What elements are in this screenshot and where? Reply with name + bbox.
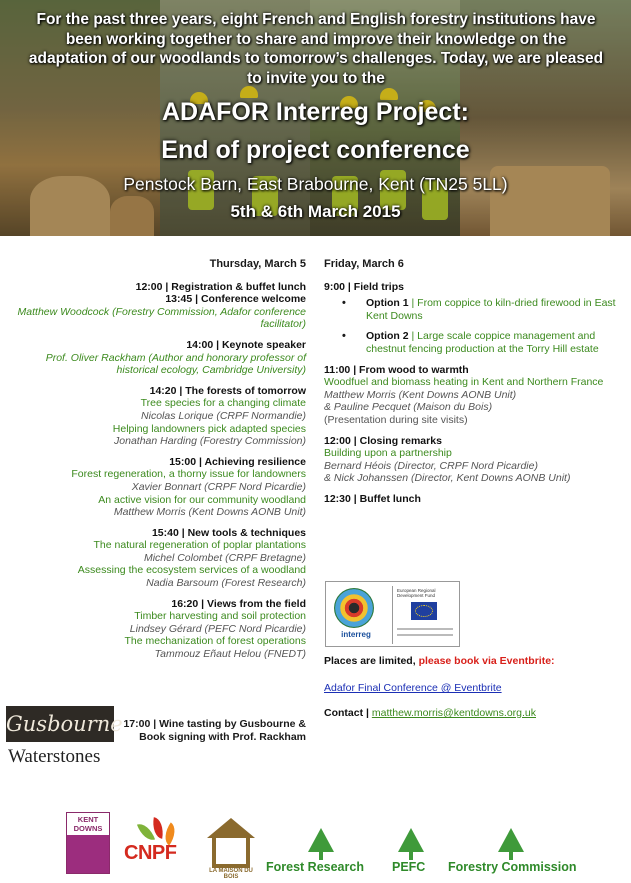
maison-du-bois-logo: LA MAISON DU BOIS xyxy=(204,818,258,876)
interreg-eu-logo: interreg European Regional Development Fund xyxy=(325,581,460,647)
session-buffet-lunch: 12:30 | Buffet lunch xyxy=(324,492,421,505)
conference-title: ADAFOR Interreg Project: xyxy=(162,98,469,126)
forest-research-tree-icon xyxy=(308,828,334,852)
session-views-from-field: 16:20 | Views from the field Timber harvesting and soil protection Lindsey Gérard (PEFC Nord Picardie) The mechanization of forest operations Tammouz Eñaut Helou (FNEDT) xyxy=(124,597,306,661)
day-heading-friday: Friday, March 6 xyxy=(324,258,404,270)
session-resilience: 15:00 | Achieving resilience Forest regeneration, a thorny issue for landowners Xavier Bonnart (CRPF Nord Picardie) An active vision for our community woodland Matthew Morris (Kent Downs AONB Unit) xyxy=(71,455,306,519)
session-field-trips: 9:00 | Field trips xyxy=(324,280,404,293)
bullet-icon: • xyxy=(342,330,346,343)
interreg-ring-icon xyxy=(334,588,374,628)
header-banner xyxy=(0,0,631,236)
day-heading-thursday: Thursday, March 5 xyxy=(209,258,306,270)
session-new-tools: 15:40 | New tools & techniques The natural regeneration of poplar plantations Michel Colombet (CRPF Bretagne) Assessing the ecosystem services of a woodland Nadia Barsoum (Forest Research) xyxy=(77,526,306,590)
pefc-tree-icon xyxy=(398,828,424,852)
contact-line: Contact | matthew.morris@kentdowns.org.uk xyxy=(324,707,536,719)
session-wine-tasting: 17:00 | Wine tasting by Gusbourne & Book signing with Prof. Rackham xyxy=(123,718,306,743)
gusbourne-logo: Gusbourne xyxy=(6,706,114,742)
conference-subtitle: End of project conference xyxy=(161,136,470,164)
session-closing-remarks: 12:00 | Closing remarks Building upon a partnership Bernard Héois (Director, CRPF Nord Picardie) & Nick Johanssen (Director, Kent Downs AONB Unit) xyxy=(324,434,571,485)
field-trip-option-2: • Option 2 | Large scale coppice management and chestnut fencing production at the Torry Hill estate xyxy=(342,330,599,355)
bullet-icon: • xyxy=(342,297,346,310)
intro-text: For the past three years, eight French and English forestry institutions have been working together to share and improve their knowledge on the adaptation of our woodlands to tomorrow’s challenges. Today, we are pleased to invite you to the xyxy=(28,11,604,87)
house-icon xyxy=(207,818,255,838)
forest-research-logo: Forest Research xyxy=(266,860,364,874)
waterstones-logo: Waterstones xyxy=(8,746,101,767)
conference-dates: 5th & 6th March 2015 xyxy=(230,202,401,221)
session-wood-to-warmth: 11:00 | From wood to warmth Woodfuel and biomass heating in Kent and Northern France Matthew Morris (Kent Downs AONB Unit) & Pauline Pecquet (Maison du Bois) (Presentation during site visits) xyxy=(324,363,604,426)
cnpf-logo: CNPF xyxy=(124,842,177,864)
field-trip-option-1: • Option 1 | From coppice to kiln-dried firewood in East Kent Downs xyxy=(342,297,616,322)
kent-downs-logo: KENT DOWNS xyxy=(66,812,110,874)
session-registration: 12:00 | Registration & buffet lunch 13:45 | Conference welcome Matthew Woodcock (Forestry Commission, Adafor conference facilitator) xyxy=(17,280,306,331)
partner-logos xyxy=(0,808,631,883)
forestry-commission-tree-icon xyxy=(498,828,524,852)
session-forests-of-tomorrow: 14:20 | The forests of tomorrow Tree species for a changing climate Nicolas Lorique (CRPF Normandie) Helping landowners pick adapted species Jonathan Harding (Forestry Commission) xyxy=(112,384,306,448)
eventbrite-link[interactable]: Adafor Final Conference @ Eventbrite xyxy=(324,682,502,694)
contact-email-link[interactable]: matthew.morris@kentdowns.org.uk xyxy=(371,707,536,719)
venue: Penstock Barn, East Brabourne, Kent (TN25 5LL) xyxy=(123,174,508,194)
places-notice: Places are limited, please book via Eventbrite: xyxy=(324,655,555,667)
pefc-logo: PEFC xyxy=(392,860,426,874)
forestry-commission-logo: Forestry Commission xyxy=(448,860,577,874)
thursday-column xyxy=(10,258,306,669)
session-keynote: 14:00 | Keynote speaker Prof. Oliver Rackham (Author and honorary professor of historical ecology, Cambridge University) xyxy=(45,338,306,377)
friday-column xyxy=(324,258,616,506)
